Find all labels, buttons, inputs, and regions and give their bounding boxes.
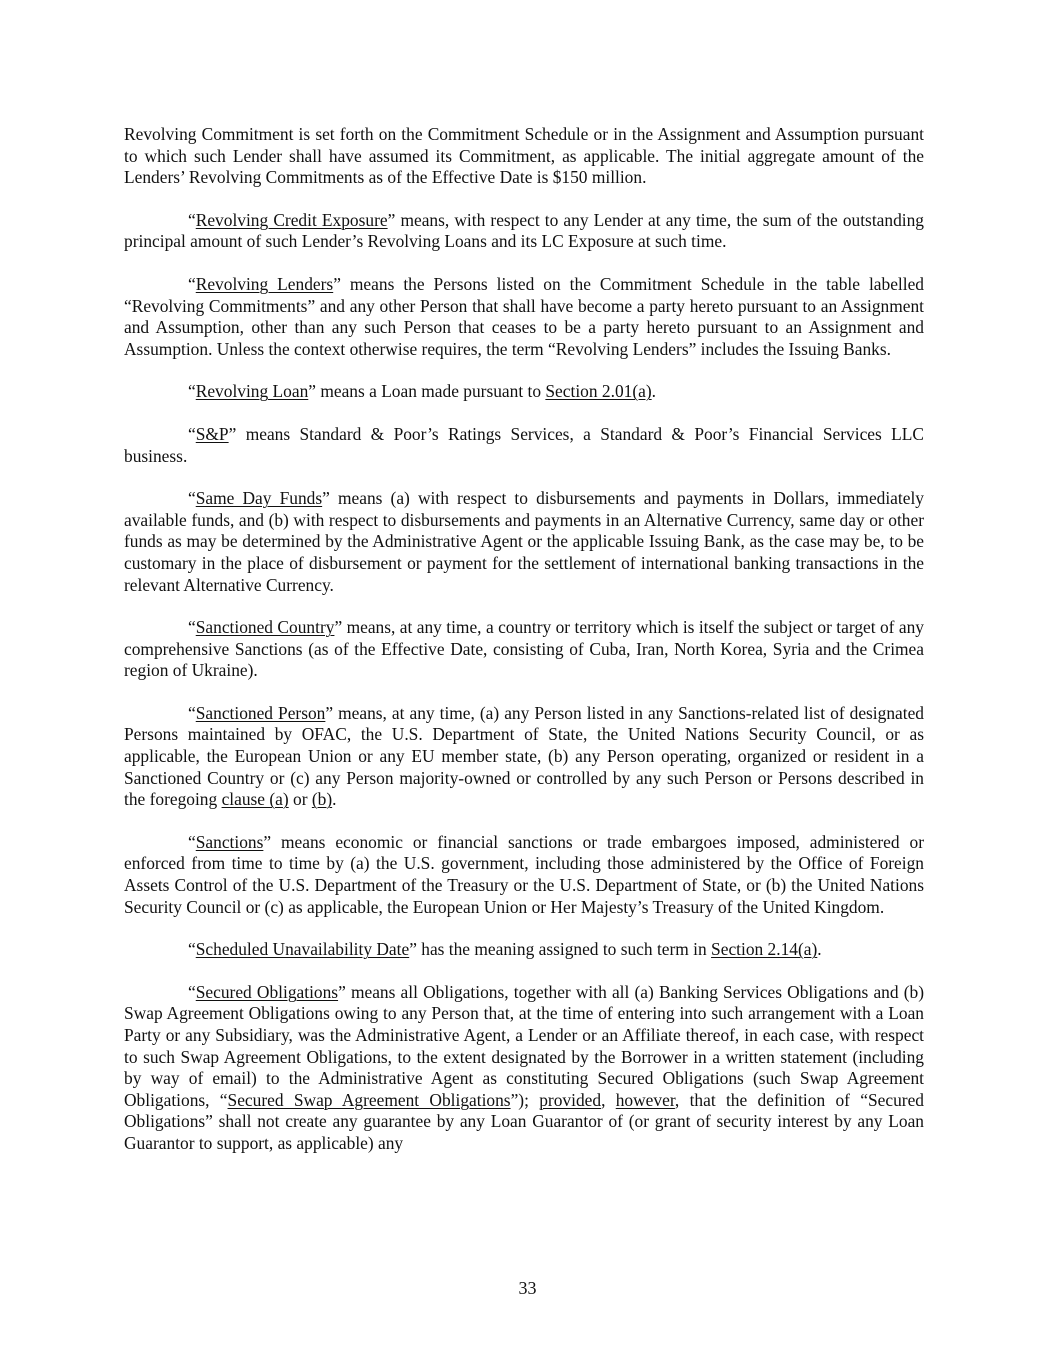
text-run: “ (188, 488, 196, 509)
underlined-term: S&P (195, 423, 229, 444)
text-run: ”); (510, 1089, 540, 1110)
definition-revolving-lenders (124, 274, 924, 360)
underlined-term: Sanctioned Person (195, 702, 326, 723)
text-run: . (651, 381, 656, 402)
text-run: . (332, 789, 337, 810)
text-run: . (817, 939, 822, 960)
definition-sanctioned-person (124, 703, 924, 811)
text-run: “ (188, 702, 196, 723)
underlined-term: Secured Swap Agreement Obligations (227, 1089, 511, 1110)
underlined-term: provided (539, 1089, 602, 1110)
document-page (124, 124, 924, 1176)
underlined-term: Secured Obligations (195, 981, 339, 1002)
definition-revolving-commitment-continued (124, 124, 924, 189)
text-run: “ (188, 981, 196, 1002)
text-run: Revolving Commitment is set forth on the Commitment Schedule or in the Assignment and Assumption pursuant to which such Lender shall have assumed its Commitment, as applicable. The initial aggregate amount of the Lenders’ Revolving Commitments as of the Effective Date is $150 million. (124, 124, 924, 188)
underlined-term: Sanctions (195, 831, 264, 852)
underlined-term: (b) (311, 789, 333, 810)
text-run: ” means Standard & Poor’s Ratings Services, a Standard & Poor’s Financial Services LLC business. (124, 423, 924, 466)
definition-scheduled-unavailability-date (124, 939, 924, 961)
definition-sanctioned-country (124, 617, 924, 682)
definition-same-day-funds (124, 488, 924, 596)
underlined-term: Revolving Credit Exposure (195, 209, 388, 230)
underlined-term: Scheduled Unavailability Date (195, 939, 410, 960)
text-run: ” means, at any time, a country or territory which is itself the subject or target of any comprehensive Sanctions (as of the Effective Date, consisting of Cuba, Iran, North Korea, Syria and the Crimea region of Ukraine). (124, 617, 924, 681)
text-run: ” means a Loan made pursuant to (308, 381, 546, 402)
underlined-term: Section 2.14(a) (711, 939, 818, 960)
text-run: , that the definition of “Secured Obligations” shall not create any guarantee by any Loan Guarantor of (or grant of security interest by any Loan Guarantor to support, as applicable) any (124, 1089, 924, 1153)
text-run: “ (188, 831, 196, 852)
text-run: ” means, at any time, (a) any Person listed in any Sanctions-related list of designated Persons maintained by OFAC, the U.S. Department of State, the United Nations Security Council, or as applicable, the European Union or any EU member state, (b) any Person operating, organized or resident in a Sanctioned Country or (c) any Person majority-owned or controlled by any such Person or Persons described in the foregoing (124, 702, 924, 810)
underlined-term: Revolving Lenders (195, 273, 334, 294)
underlined-term: however (615, 1089, 675, 1110)
text-run: ” means (a) with respect to disbursements and payments in Dollars, immediately available funds, and (b) with respect to disbursements and payments in an Alternative Currency, same day or other funds as may be determined by the Administrative Agent or the applicable Issuing Bank, as the case may be, to be customary in the place of disbursement or payment for the settlement of international banking transactions in the relevant Alternative Currency. (124, 488, 924, 595)
underlined-term: Section 2.01(a) (545, 381, 652, 402)
page-number: 33 (518, 1278, 537, 1298)
underlined-term: Sanctioned Country (195, 617, 335, 638)
text-run: ” means, with respect to any Lender at any time, the sum of the outstanding principal amount of such Lender’s Revolving Loans and its LC Exposure at such time. (124, 209, 924, 252)
underlined-term: clause (a) (221, 789, 289, 810)
text-run: “ (188, 381, 196, 402)
definition-sanctions (124, 832, 924, 918)
underlined-term: Revolving Loan (195, 381, 309, 402)
definition-s-and-p (124, 424, 924, 467)
definition-revolving-loan (124, 381, 924, 403)
text-run: “ (188, 617, 196, 638)
text-run: ” has the meaning assigned to such term in (409, 939, 712, 960)
definition-revolving-credit-exposure (124, 210, 924, 253)
text-run: ” means economic or financial sanctions or trade embargoes imposed, administered or enforced from time to time by (a) the U.S. government, including those administered by the Office of Foreign Assets Control of the U.S. Department of the Treasury or the U.S. Department of State, or (b) the United Nations Security Council or (c) as applicable, the European Union or Her Majesty’s Treasury of the United Kingdom. (124, 831, 924, 917)
definition-secured-obligations (124, 982, 924, 1155)
text-run: ” means the Persons listed on the Commitment Schedule in the table labelled “Revolving Commitments” and any other Person that shall have become a party hereto pursuant to an Assignment and Assumption, other than any such Person that ceases to be a party hereto pursuant to an Assignment and Assumption. Unless the context otherwise requires, the term “Revolving Lenders” includes the Issuing Banks. (124, 273, 924, 359)
underlined-term: Same Day Funds (195, 488, 323, 509)
text-run: “ (188, 423, 196, 444)
text-run: “ (188, 209, 196, 230)
text-run: or (288, 789, 312, 810)
text-run: , (601, 1089, 616, 1110)
text-run: ” means all Obligations, together with all (a) Banking Services Obligations and (b) Swap Agreement Obligations owing to any Person that, at the time of entering into such arrangement with a Loan Party or any Subsidiary, was the Administrative Agent, a Lender or an Affiliate thereof, in each case, with respect to such Swap Agreement Obligations, to the extent designated by the Borrower in a written statement (including by way of email) to the Administrative Agent as constituting Secured Obligations (such Swap Agreement Obligations, “ (124, 981, 924, 1110)
text-run: “ (188, 273, 196, 294)
text-run: “ (188, 939, 196, 960)
